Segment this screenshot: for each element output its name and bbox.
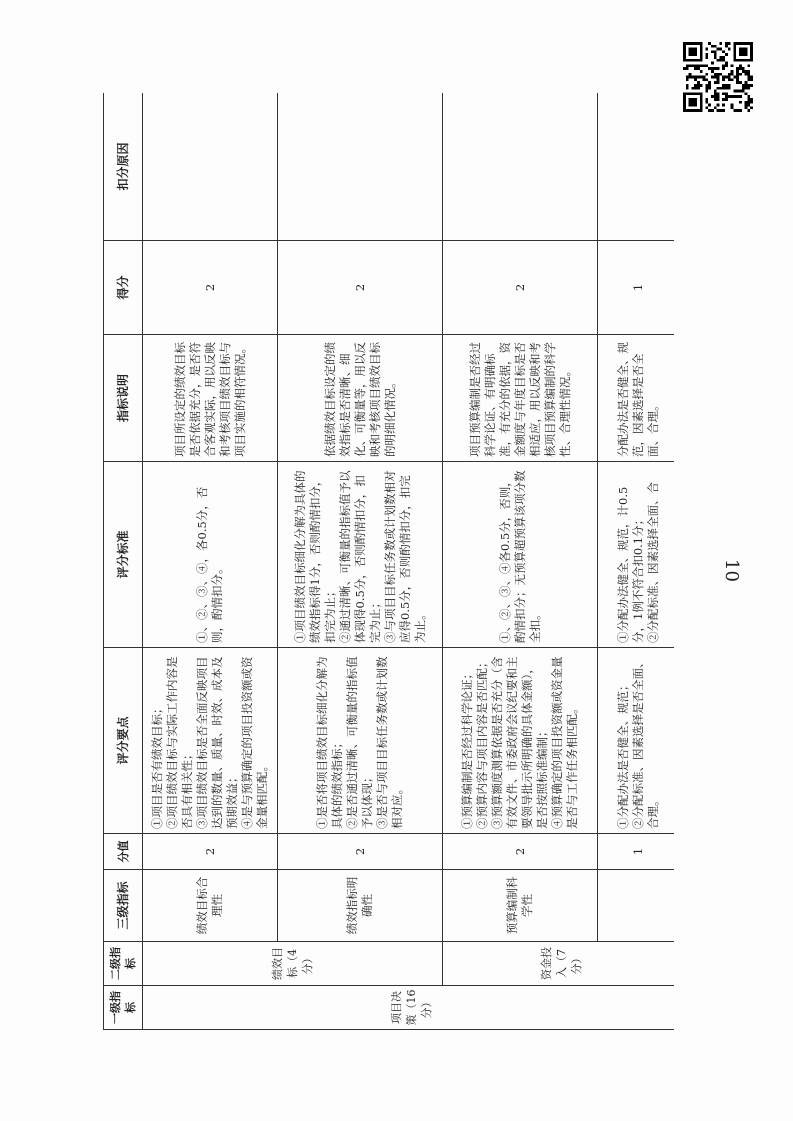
header-description: 指标说明 <box>104 335 143 462</box>
header-criteria: 评分标准 <box>104 462 143 648</box>
point-line: ③项目绩效目标是否全面反映项目达到的数量、质量、时效、成本及预期效益； <box>195 656 239 829</box>
points-cell <box>443 648 598 834</box>
header-score-value: 分值 <box>104 834 143 870</box>
score-value-cell: 2 <box>143 834 278 870</box>
score-value-cell: 1 <box>598 834 675 870</box>
point-line: ①是否将项目绩效目标细化分解为具体的绩效指标； <box>315 656 344 829</box>
header-points: 评分要点 <box>104 648 143 834</box>
score-cell: 2 <box>443 241 598 335</box>
qr-code-icon <box>683 42 753 112</box>
criteria-line: ①、②、③、④各0.5分，否则，酌情扣分；无预算超预算该项分数全扣。 <box>497 470 542 643</box>
criteria-line: ①分配办法健全、规范，计0.5分，1例不符合扣0.1分； <box>616 486 645 643</box>
deduction-cell <box>278 93 443 241</box>
rotated-table-area <box>103 93 674 1030</box>
point-line: ②预算内容与项目内容是否匹配； <box>475 656 489 829</box>
criteria-line: ②分配标准、因素选择全面、合 <box>646 482 660 643</box>
level3-cell: 绩效指标明确性 <box>278 870 443 942</box>
header-score: 得分 <box>104 241 143 335</box>
table-header-row <box>104 93 143 1030</box>
evaluation-table <box>103 93 674 1030</box>
level3-cell: 预算编制科学性 <box>443 870 598 942</box>
criteria-line: ③与项目目标任务数或计划数相对应得0.5分，否则酌情扣分，扣完为止。 <box>382 470 427 643</box>
point-line: ①项目是否有绩效目标； <box>150 702 164 829</box>
points-cell <box>598 648 675 834</box>
criteria-cell <box>598 462 675 648</box>
level1-cell: 项目决策（16分） <box>143 986 675 1030</box>
header-level3: 三级指标 <box>104 870 143 942</box>
table-row <box>443 93 598 1030</box>
criteria-cell <box>278 462 443 648</box>
criteria-cell <box>443 462 598 648</box>
criteria-line: ①项目绩效目标细化分解为具体的绩效指标得1分，否则酌情扣分，扣完为止； <box>292 470 337 643</box>
score-value-cell: 2 <box>278 834 443 870</box>
deduction-cell <box>443 93 598 241</box>
point-line: ④是与预算确定的项目投资额或资金量相匹配。 <box>240 656 269 829</box>
criteria-cell <box>143 462 278 648</box>
level3-cell: 绩效目标合理性 <box>143 870 278 942</box>
description-cell: 依据绩效目标设定的绩效指标是否清晰、细化、可衡量等，用以反映和考核项目绩效目标的明细化情况。 <box>278 335 443 462</box>
point-line: ②项目绩效目标与实际工作内容是否具有相关性； <box>165 656 194 829</box>
score-cell: 2 <box>143 241 278 335</box>
level3-cell <box>598 870 675 942</box>
criteria-line: ①、②、③、④，各0.5分，否则，酌情扣分。 <box>195 486 224 643</box>
criteria-line: ②通过清晰、可衡量的指标值予以体现得0.5分，否则酌情扣分，扣完为止； <box>337 470 382 643</box>
score-cell: 2 <box>278 241 443 335</box>
description-cell: 项目预算编制是否经过科学论证、有明确标准，有充分的依据，资金额度与年度目标是否相适应，用以反映和考核项目预算编制的科学性、合理性情况。 <box>443 335 598 462</box>
deduction-cell <box>598 93 675 241</box>
point-line: ④预算确定的项目投资额或资金量是否与工作任务相匹配。 <box>550 656 579 829</box>
score-value-cell: 2 <box>443 834 598 870</box>
points-cell <box>278 648 443 834</box>
description-cell: 分配办法是否健全、规范，因素选择是否全面、合理。 <box>598 335 675 462</box>
points-cell <box>143 648 278 834</box>
description-cell: 项目所设定的绩效目标是否依据充分，是否符合客观实际，用以反映和考核项目绩效目标与项目实施的相符情况。 <box>143 335 278 462</box>
point-line: ②是否通过清晰、可衡量的指标值予以体现； <box>345 656 374 829</box>
point-line: ②分配标准、因素选择是否全面、合理。 <box>631 656 660 829</box>
score-cell: 1 <box>598 241 675 335</box>
table-row <box>278 93 443 1030</box>
point-line: ③预算额度测算依据是否充分（含有效文件、市委政府会议纪要和主要领导批示所明确的具体金额），是否按照标准编制； <box>490 656 549 829</box>
header-level1: 一级指标 <box>104 986 143 1030</box>
table-row <box>598 93 675 1030</box>
header-level2: 二级指标 <box>104 942 143 986</box>
page-number: 10 <box>720 559 742 582</box>
header-deduction: 扣分原因 <box>104 93 143 241</box>
point-line: ①预算编制是否经过科学论证； <box>460 668 474 829</box>
level2-cell: 绩效目标（4分） <box>143 942 443 986</box>
deduction-cell <box>143 93 278 241</box>
level2-cell: 资金投入（7分） <box>443 942 675 986</box>
table-row <box>143 93 278 1030</box>
point-line: ③是否与项目目标任务数或计划数相对应。 <box>375 656 404 829</box>
point-line: ①分配办法是否健全、规范； <box>616 679 630 829</box>
